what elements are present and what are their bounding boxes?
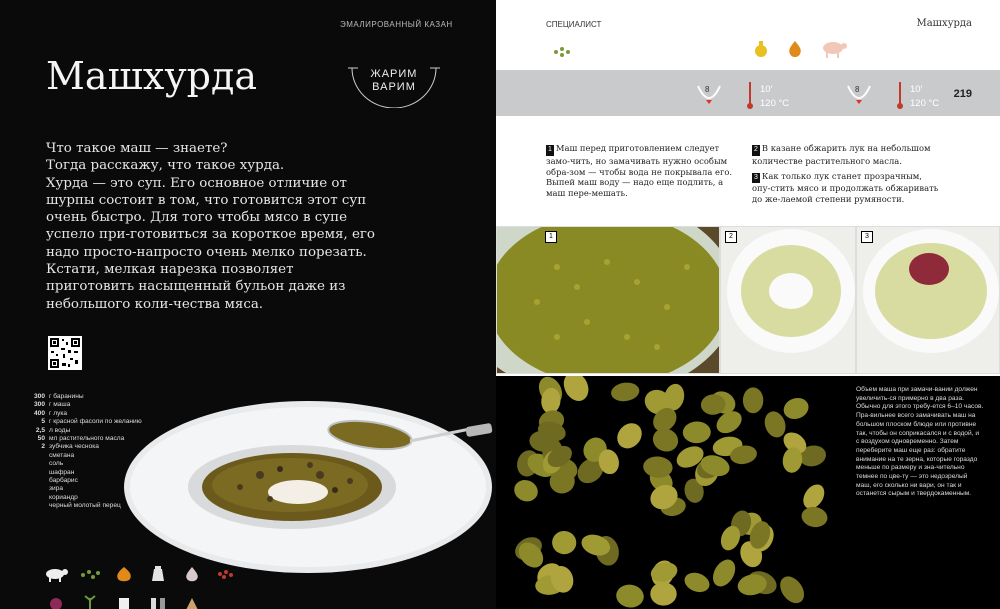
ingredient-name: л воды bbox=[49, 426, 71, 434]
herb-icon bbox=[78, 594, 102, 609]
ingredient-name: кориандр bbox=[49, 493, 78, 501]
step-text: Маш перед приготовлением следует замо-чить, но замачивать нужно особым обра-зом — чтобы вода не покрывала его. Выпей маш воду — надо еще подлить, а маш пере-мешать. bbox=[546, 143, 733, 199]
photo-number: 1 bbox=[545, 231, 557, 243]
beans-icon bbox=[78, 566, 102, 582]
step-number: 2 bbox=[752, 145, 760, 156]
step-photo bbox=[720, 226, 856, 374]
intro-paragraph: Что такое маш — знаете? bbox=[46, 141, 228, 156]
heat-level: 8 bbox=[855, 85, 860, 94]
cook-step bbox=[696, 80, 816, 112]
cook-temperature: 120 °C bbox=[760, 98, 790, 109]
cook-time: 10′ bbox=[760, 84, 773, 95]
ingredient-quantity: 300 bbox=[33, 401, 45, 409]
step-paragraph bbox=[752, 143, 942, 167]
ingredient-quantity: 300 bbox=[33, 393, 45, 400]
main-ingredient-icons bbox=[752, 40, 848, 58]
oil-bottle-icon bbox=[752, 40, 770, 58]
ingredient-icons bbox=[44, 566, 238, 582]
sheep-icon bbox=[820, 40, 848, 58]
page-title: Машхурда bbox=[46, 54, 258, 98]
ingredient-name: г баранины bbox=[49, 393, 84, 400]
step-number: 3 bbox=[752, 173, 760, 184]
running-header-left: СПЕЦИАЛИСТ bbox=[546, 20, 602, 29]
step-photo bbox=[856, 226, 1000, 374]
cooking-method-badge bbox=[348, 64, 440, 108]
mung-bean bbox=[650, 582, 676, 605]
ingredient-quantity bbox=[28, 494, 49, 502]
ingredient-name: зубчика чеснока bbox=[49, 443, 99, 451]
intro-paragraph: Хурда — это суп. Его основное отличие от шурпы состоит в том, что готовится этот суп очень быстро. Для того чтобы мясо в супе успело при-готовиться за короткое время, его надо просто-напросто очень мелко порезать. bbox=[46, 175, 375, 260]
running-header-right: Машхурда bbox=[916, 18, 972, 29]
cook-time: 10′ bbox=[910, 84, 923, 95]
mung-bean bbox=[743, 387, 763, 413]
garlic-icon bbox=[180, 566, 204, 582]
ingredient-quantity bbox=[28, 469, 49, 477]
spice-icons bbox=[44, 594, 204, 609]
ingredient-quantity bbox=[28, 452, 49, 460]
left-page bbox=[0, 0, 496, 609]
ingredient-quantity: 2,5 bbox=[35, 426, 45, 434]
onion-icon bbox=[786, 40, 804, 58]
step-paragraph bbox=[546, 143, 736, 199]
ingredient-name: барбарис bbox=[49, 477, 78, 485]
ingredient-name: г лука bbox=[49, 409, 68, 417]
ingredient-name: соль bbox=[49, 460, 64, 468]
method-line-2: ВАРИМ bbox=[372, 81, 416, 93]
cook-temperature: 120 °C bbox=[910, 98, 940, 109]
intro-text bbox=[46, 140, 376, 313]
ingredient-name: г красной фасоли по желанию bbox=[49, 418, 142, 426]
ingredient-quantity bbox=[28, 502, 49, 510]
ingredient-quantity: 2 bbox=[41, 443, 45, 451]
qr-code[interactable] bbox=[48, 336, 82, 370]
sour-cream-icon bbox=[112, 594, 136, 609]
intro-paragraph: Тогда расскажу, что такое хурда. bbox=[46, 158, 285, 174]
cook-step bbox=[846, 80, 966, 112]
tip-note: Объем маша при замачи-вании должен увеличить-ся примерно в два раза. Обычно для этого требу-ется 6–10 часов. Пра-вильнее всего замачивать маш на большом плоском блюде или противне так, чтобы он соприкасался и с водой, и с воздухом одновременно. Затем переберите маш еще раз: обратите внимание на те зерна, которые гораздо меньше по размеру и зна-чительно темнее по цве-ту — это недозрелый маш, его сколько ни вари, он так и останется сырым и твердокаменным. bbox=[856, 386, 984, 498]
photo-number: 3 bbox=[861, 231, 873, 243]
step-text: Как только лук станет прозрачным, опу-стить мясо и продолжать обжаривать до же-лаемой степени румяности. bbox=[752, 170, 939, 205]
step-paragraph bbox=[752, 171, 942, 205]
ingredient-name: черный молотый перец bbox=[49, 502, 121, 510]
heat-level: 8 bbox=[705, 85, 710, 94]
sheep-icon bbox=[44, 566, 68, 582]
step-column-2 bbox=[752, 143, 942, 209]
step-text: В казане обжарить лук на небольшом количестве растительного масла. bbox=[752, 143, 931, 166]
ingredient-quantity bbox=[28, 477, 49, 485]
beans-icon bbox=[552, 44, 572, 58]
ingredient-quantity: 50 bbox=[37, 435, 45, 443]
photo-number: 2 bbox=[725, 231, 737, 243]
fried-onion-image bbox=[721, 227, 855, 373]
ingredient-name: г маша bbox=[49, 401, 71, 409]
ingredient-name: сметана bbox=[49, 451, 75, 459]
ingredient-name: зира bbox=[49, 485, 64, 493]
step-photo bbox=[496, 226, 720, 374]
ingredient-name: шафран bbox=[49, 468, 75, 476]
salt-pepper-icon bbox=[146, 594, 170, 609]
page-number: 219 bbox=[953, 88, 972, 100]
step-column-1 bbox=[546, 143, 736, 203]
red-beans-icon bbox=[214, 566, 238, 582]
onion-icon bbox=[112, 566, 136, 582]
step-number: 1 bbox=[546, 145, 554, 156]
intro-paragraph: Кстати, мелкая нарезка позволяет приготовить насыщенный бульон даже из небольшого коли-чества мяса. bbox=[46, 262, 346, 312]
onion-with-meat-image bbox=[857, 227, 999, 373]
soup-plate-image bbox=[120, 395, 496, 585]
ingredient-quantity bbox=[28, 460, 49, 468]
thermometer-icon bbox=[746, 82, 754, 110]
step-photos bbox=[496, 226, 1000, 374]
oil-bottle-icon bbox=[146, 566, 170, 582]
right-page bbox=[496, 0, 1000, 609]
ingredient-quantity: 400 bbox=[33, 409, 45, 417]
ingredient-quantity: 5 bbox=[41, 418, 45, 426]
section-tag: ЭМАЛИРОВАННЫЙ КАЗАН bbox=[340, 20, 453, 29]
method-line-1: ЖАРИМ bbox=[370, 68, 418, 80]
ingredient-name: мл растительного масла bbox=[49, 435, 125, 443]
beet-icon bbox=[44, 594, 68, 609]
thermometer-icon bbox=[896, 82, 904, 110]
spice-icon bbox=[180, 594, 204, 609]
ingredient-quantity bbox=[28, 485, 49, 493]
soaked-mung-beans-image bbox=[497, 227, 719, 373]
